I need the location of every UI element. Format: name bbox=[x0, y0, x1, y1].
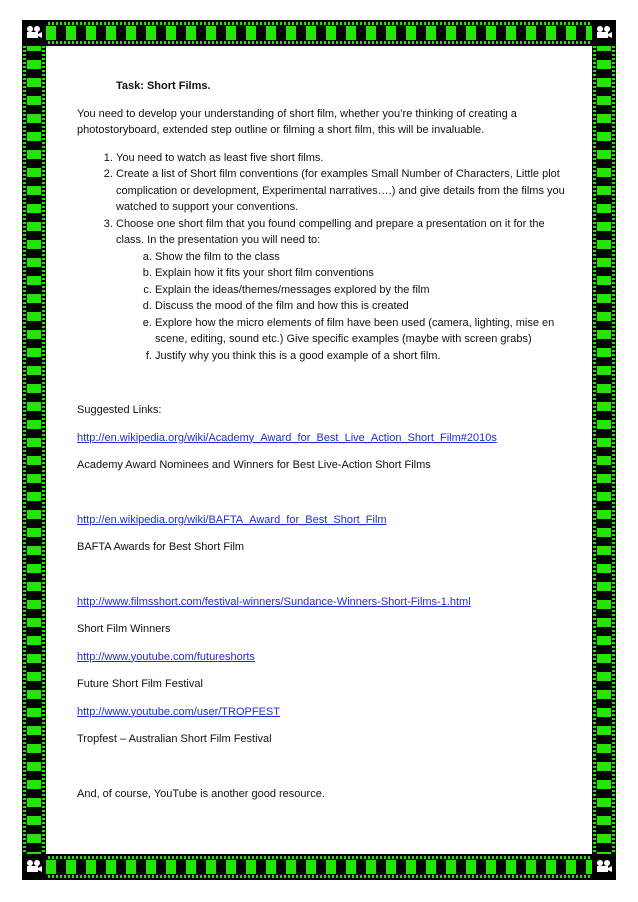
list-item bbox=[116, 216, 567, 365]
film-camera-icon bbox=[592, 20, 616, 46]
film-camera-icon bbox=[22, 20, 46, 46]
film-strip-right bbox=[592, 20, 616, 880]
link-description: Academy Award Nominees and Winners for Best Live-Action Short Films bbox=[77, 459, 431, 471]
futureshorts-link[interactable]: http://www.youtube.com/futureshorts bbox=[77, 650, 255, 663]
bafta-award-link[interactable]: http://en.wikipedia.org/wiki/BAFTA_Award_for_Best_Short_Film bbox=[77, 513, 387, 526]
link-description: Short Film Winners bbox=[77, 623, 171, 635]
film-strip-top bbox=[22, 20, 616, 46]
link-description: BAFTA Awards for Best Short Film bbox=[77, 541, 245, 553]
list-item: f. Justify why you think this is a good example of a short film. bbox=[155, 348, 567, 365]
presentation-substeps-list bbox=[116, 249, 567, 365]
list-item: a. Show the film to the class bbox=[155, 249, 567, 266]
film-camera-icon bbox=[22, 854, 46, 880]
intro-paragraph: You need to develop your understanding of short film, whether you’re thinking of creating a photostoryboard, extended step outline or filming a short film, this will be invaluable. bbox=[77, 107, 517, 136]
tropfest-link[interactable]: http://www.youtube.com/user/TROPFEST bbox=[77, 705, 280, 718]
sundance-winners-link[interactable]: http://www.filmsshort.com/festival-winners/Sundance-Winners-Short-Films-1.html bbox=[77, 595, 471, 608]
academy-award-link[interactable]: http://en.wikipedia.org/wiki/Academy_Award_for_Best_Live_Action_Short_Film#2010s bbox=[77, 431, 497, 444]
list-item: d. Discuss the mood of the film and how this is created bbox=[155, 298, 567, 315]
task-steps-list bbox=[77, 150, 567, 365]
list-item: c. Explain the ideas/themes/messages explored by the film bbox=[155, 282, 567, 299]
film-strip-bottom bbox=[22, 854, 616, 880]
link-description: Tropfest – Australian Short Film Festival bbox=[77, 733, 272, 745]
task-title: Task: Short Films. bbox=[116, 80, 211, 92]
link-description: Future Short Film Festival bbox=[77, 678, 203, 690]
list-item: 2. Create a list of Short film conventions (for examples Small Number of Characters, Little plot complication or development, Experimental narratives….) and give details from the films you watched to support your conventions. bbox=[116, 166, 567, 216]
list-item: b. Explain how it fits your short film conventions bbox=[155, 265, 567, 282]
film-strip-left bbox=[22, 20, 46, 880]
document-body bbox=[77, 78, 567, 802]
list-item: 1. You need to watch as least five short films. bbox=[116, 150, 567, 167]
film-camera-icon bbox=[592, 854, 616, 880]
list-item: e. Explore how the micro elements of film have been used (camera, lighting, mise en scene, editing, sound etc.) Give specific examples (maybe with screen grabs) bbox=[155, 315, 567, 348]
list-item-text: Choose one short film that you found compelling and prepare a presentation on it for the class. In the presentation you will need to: bbox=[116, 217, 545, 246]
suggested-links-heading: Suggested Links: bbox=[77, 404, 162, 416]
closing-note: And, of course, YouTube is another good resource. bbox=[77, 787, 325, 800]
